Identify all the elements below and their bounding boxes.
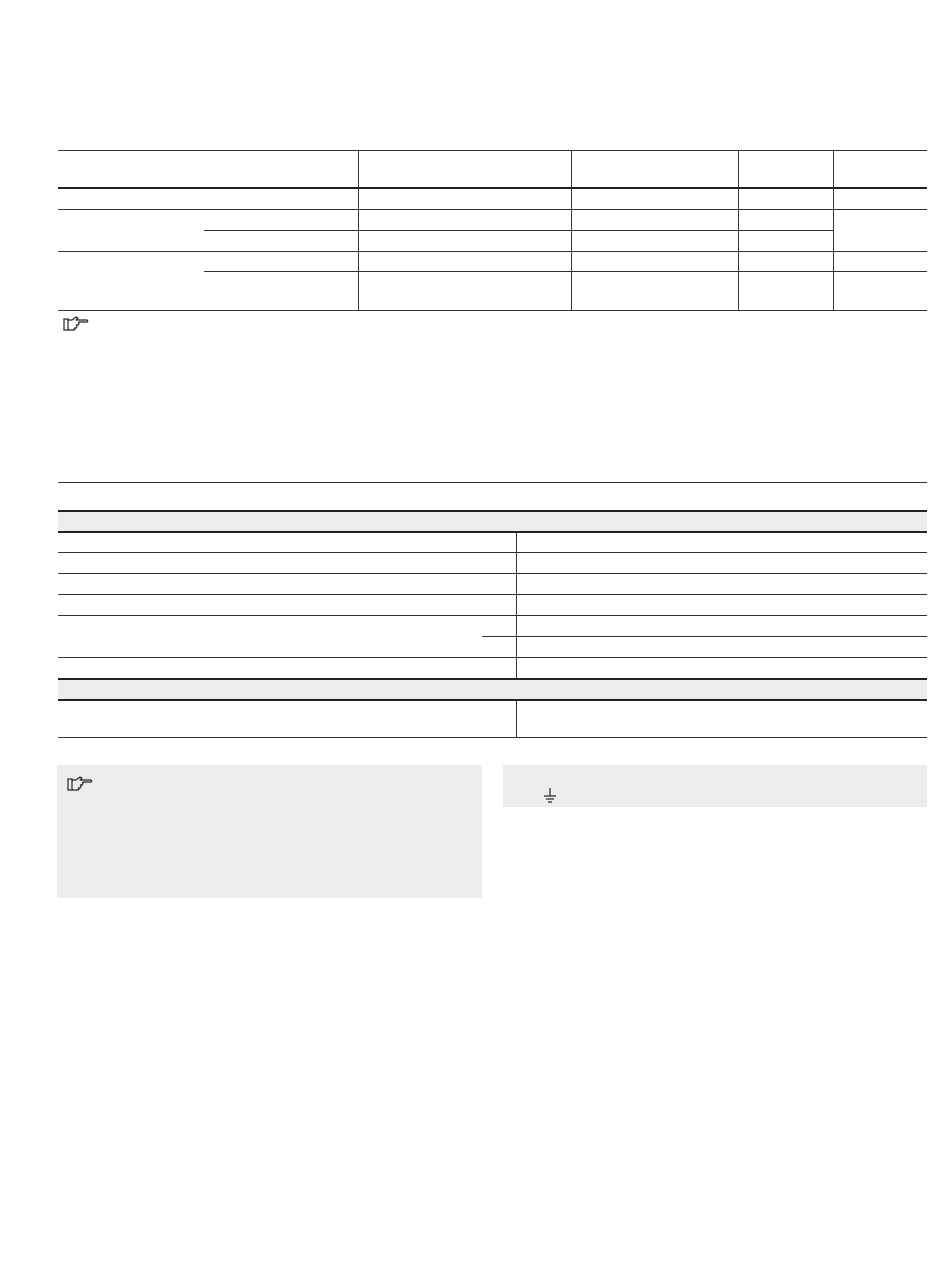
table2-row-rule [58, 657, 927, 658]
table2-row-rule [482, 636, 927, 637]
table2-bottom-rule [58, 737, 927, 738]
pointing-hand-icon [67, 776, 93, 792]
table2-top-rule [58, 482, 927, 483]
table1-top-rule [58, 150, 927, 151]
table2-section-band [58, 512, 927, 531]
table2-row-rule [58, 552, 927, 553]
table1-header-rule [58, 187, 927, 189]
table1-column-rule [358, 150, 359, 310]
table2-column-rule [516, 700, 517, 737]
table1-row-rule [58, 209, 927, 210]
table2-section-rule [58, 699, 927, 701]
table1-column-rule [833, 150, 834, 310]
table2-section-rule [58, 531, 927, 533]
table2-section-band [58, 680, 927, 699]
table1-column-rule [738, 150, 739, 310]
table2-row-rule [58, 615, 927, 616]
table1-bottom-rule [58, 310, 927, 311]
table1-column-rule [571, 150, 572, 310]
ground-symbol-icon [543, 787, 557, 805]
pointing-hand-icon [63, 316, 89, 332]
table2-row-rule [58, 594, 927, 595]
table2-column-rule [516, 532, 517, 678]
note-box-left [57, 765, 482, 898]
table1-row-rule [204, 271, 927, 272]
table1-row-rule [204, 230, 834, 231]
table2-row-rule [58, 573, 927, 574]
note-box-right [503, 765, 927, 807]
table1-row-rule [58, 251, 927, 252]
